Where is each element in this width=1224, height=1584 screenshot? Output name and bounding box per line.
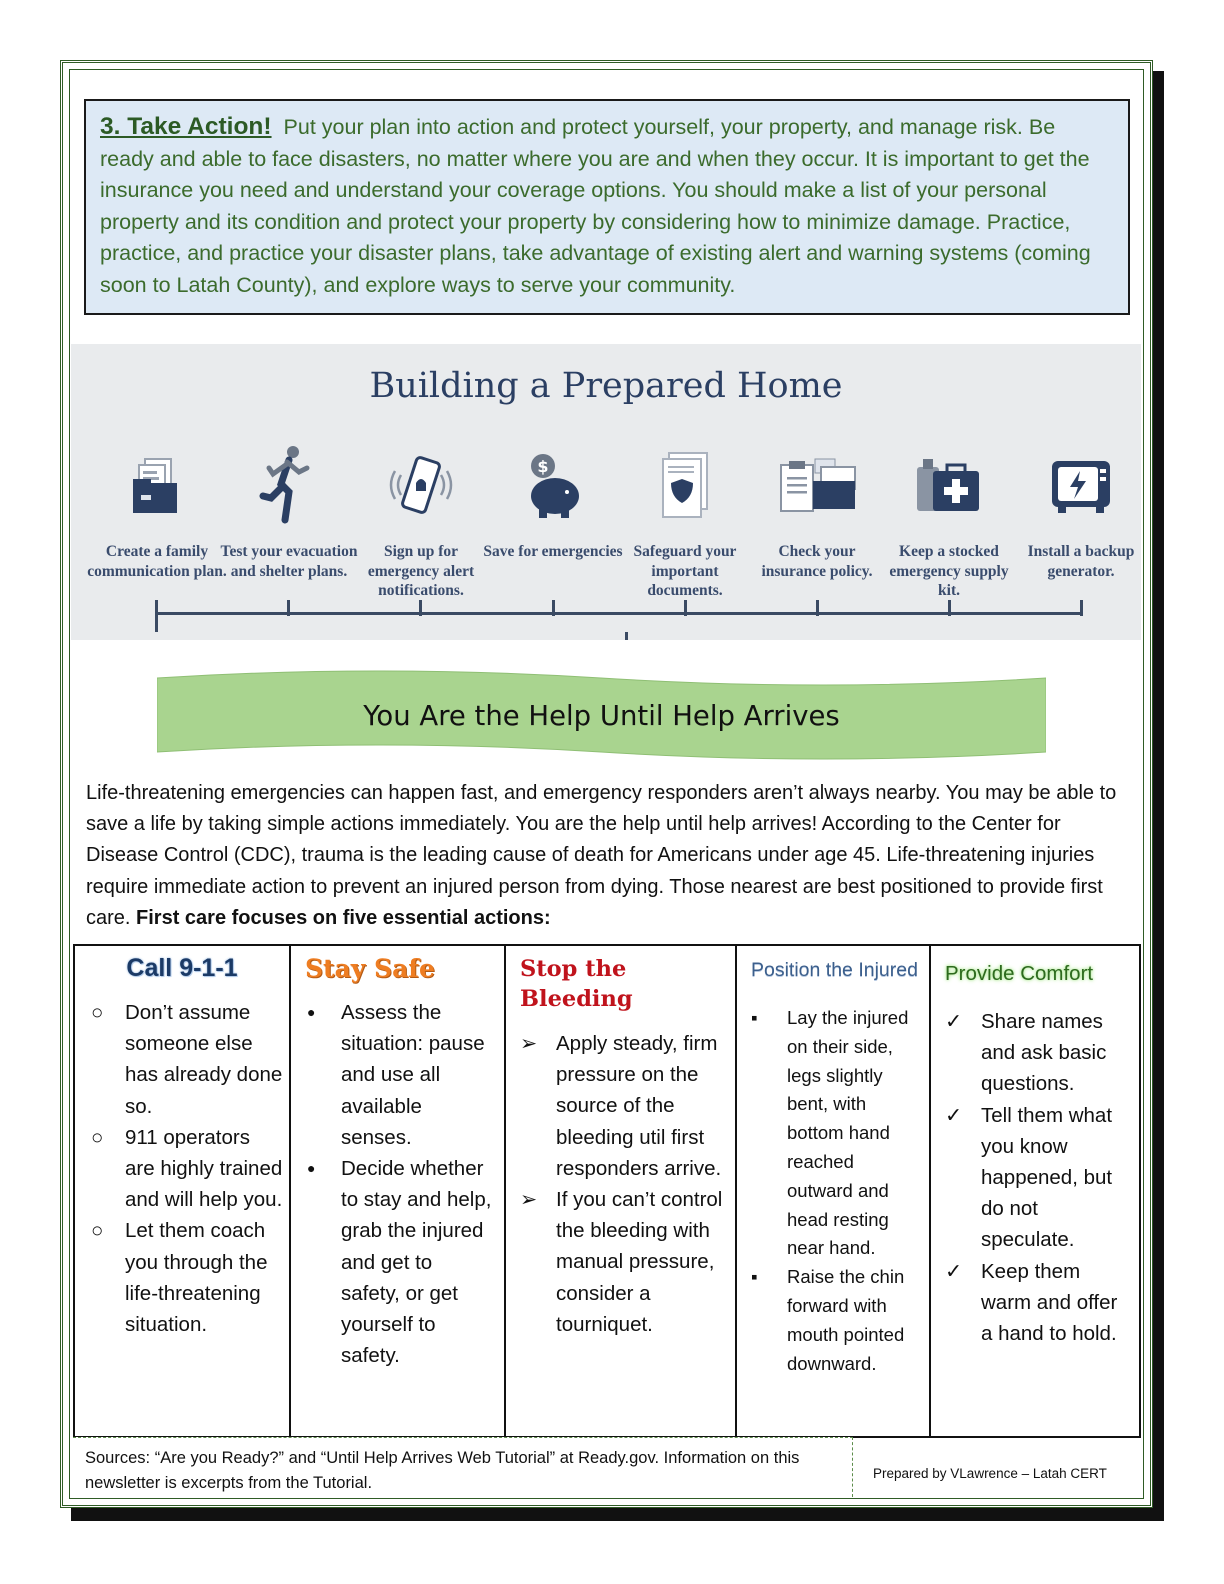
step-communication-plan <box>87 444 227 581</box>
intro-bold: First care focuses on five essential actions: <box>136 906 551 928</box>
timeline-tick <box>155 614 158 632</box>
step-label: Sign up for emergency alert notifications. <box>367 543 475 599</box>
prepared-home-infographic <box>71 344 1141 640</box>
phone-alert-icon <box>351 444 491 526</box>
step-label: Test your evacuation and shelter plans. <box>220 543 358 580</box>
step-label: Safeguard your important documents. <box>633 543 737 599</box>
step-label: Check your insurance policy. <box>761 543 873 580</box>
list-item: ✓ Tell them what you know happened, but do not speculate. <box>945 1103 1113 1252</box>
take-action-heading: 3. Take Action! <box>100 113 272 140</box>
column-list <box>520 1028 735 1340</box>
step-label: Save for emergencies <box>483 543 623 560</box>
step-backup-generator <box>1011 444 1151 581</box>
list-item: ➢ If you can’t control the bleeding with manual pressure, consider a tourniquet. <box>520 1188 723 1336</box>
column-list <box>75 997 289 1340</box>
column-call-911 <box>75 946 291 1436</box>
step-label: Install a backup generator. <box>1027 543 1135 580</box>
timeline-line <box>155 612 1083 615</box>
prepared-by: Prepared by VLawrence – Latah CERT <box>873 1466 1107 1481</box>
list-item: ✓ Keep them warm and offer a hand to hold. <box>945 1259 1118 1346</box>
step-safeguard-documents <box>615 444 755 601</box>
column-stop-bleeding <box>506 946 737 1436</box>
step-evacuation-plans <box>219 444 359 581</box>
column-provide-comfort <box>931 946 1139 1436</box>
running-person-icon <box>219 444 359 526</box>
clipboard-policy-icon <box>747 444 887 526</box>
column-title: Stay Safe <box>305 954 435 983</box>
column-title: Provide Comfort <box>945 962 1094 985</box>
column-list <box>945 1006 1139 1349</box>
list-item: ● Decide whether to stay and help, grab the injured and get to safety, or get yourself to safety. <box>307 1157 492 1368</box>
sources-note: Sources: “Are you Ready?” and “Until Help Arrives Web Tutorial” at Ready.gov. Information on this newsletter is excerpts from the Tutorial. <box>73 1437 853 1497</box>
list-item: ✓ Share names and ask basic questions. <box>945 1010 1107 1096</box>
column-position-injured <box>737 946 931 1436</box>
list-item: ○ Let them coach you through the life-threatening situation. <box>91 1219 268 1337</box>
column-list <box>305 997 504 1371</box>
take-action-paragraph <box>100 111 1114 301</box>
five-actions-table <box>73 944 1141 1438</box>
list-item: ● Assess the situation: pause and use all available senses. <box>307 1001 485 1149</box>
column-title: Stop the Bleeding <box>520 956 633 1012</box>
timeline-center-tick <box>625 632 628 640</box>
column-title: Position the Injured <box>751 959 918 981</box>
column-stay-safe <box>291 946 506 1436</box>
prepared-home-title: Building a Prepared Home <box>369 366 843 406</box>
list-item: ▪ Raise the chin forward with mouth pointed downward. <box>751 1266 905 1374</box>
step-label: Create a family communication plan. <box>87 543 227 580</box>
take-action-box <box>84 99 1130 315</box>
step-save-emergencies <box>483 444 623 562</box>
list-item: ▪ Lay the injured on their side, legs slightly bent, with bottom hand reached outward and head resting near hand. <box>751 1007 909 1259</box>
intro-paragraph <box>86 778 1136 928</box>
column-list <box>751 1004 929 1378</box>
list-item: ○ Don’t assume someone else has already done so. <box>91 1001 283 1118</box>
banner-title: You Are the Help Until Help Arrives <box>363 700 840 732</box>
step-insurance-policy <box>747 444 887 581</box>
folder-documents-icon <box>87 444 227 526</box>
shield-document-icon <box>615 444 755 526</box>
take-action-body: Put your plan into action and protect yourself, your property, and manage risk. Be ready and able to face disasters, no matter where you are and when they occur. It is important to get the insurance you need and understand your coverage options. You should make a list of your personal property and its condition and protect your property by considering how to minimize damage. Practice, practice, and practice your disaster plans, take advantage of existing alert and warning systems (coming soon to Latah County), and explore ways to serve your community. <box>100 115 1091 297</box>
svg-text:$: $ <box>537 457 549 476</box>
step-alert-notifications <box>351 444 491 601</box>
column-title: Call 9-1-1 <box>126 954 238 982</box>
list-item: ○ 911 operators are highly trained and will help you. <box>91 1125 283 1212</box>
intro-text: Life-threatening emergencies can happen fast, and emergency responders aren’t always nearby. You may be able to save a life by taking simple actions immediately. You are the help until help arrives! According to the Center for Disease Control (CDC), trauma is the leading cause of death for Americans under age 45. Life-threatening injuries require immediate action to prevent an injured person from dying. Those nearest are best positioned to provide first care. <box>86 782 1117 928</box>
piggy-bank-icon <box>483 444 623 526</box>
list-item: ➢ Apply steady, firm pressure on the source of the bleeding util first responders arrive. <box>520 1032 722 1180</box>
first-aid-kit-icon <box>879 444 1019 526</box>
step-supply-kit <box>879 444 1019 601</box>
step-label: Keep a stocked emergency supply kit. <box>889 543 1009 599</box>
generator-icon <box>1011 444 1151 526</box>
